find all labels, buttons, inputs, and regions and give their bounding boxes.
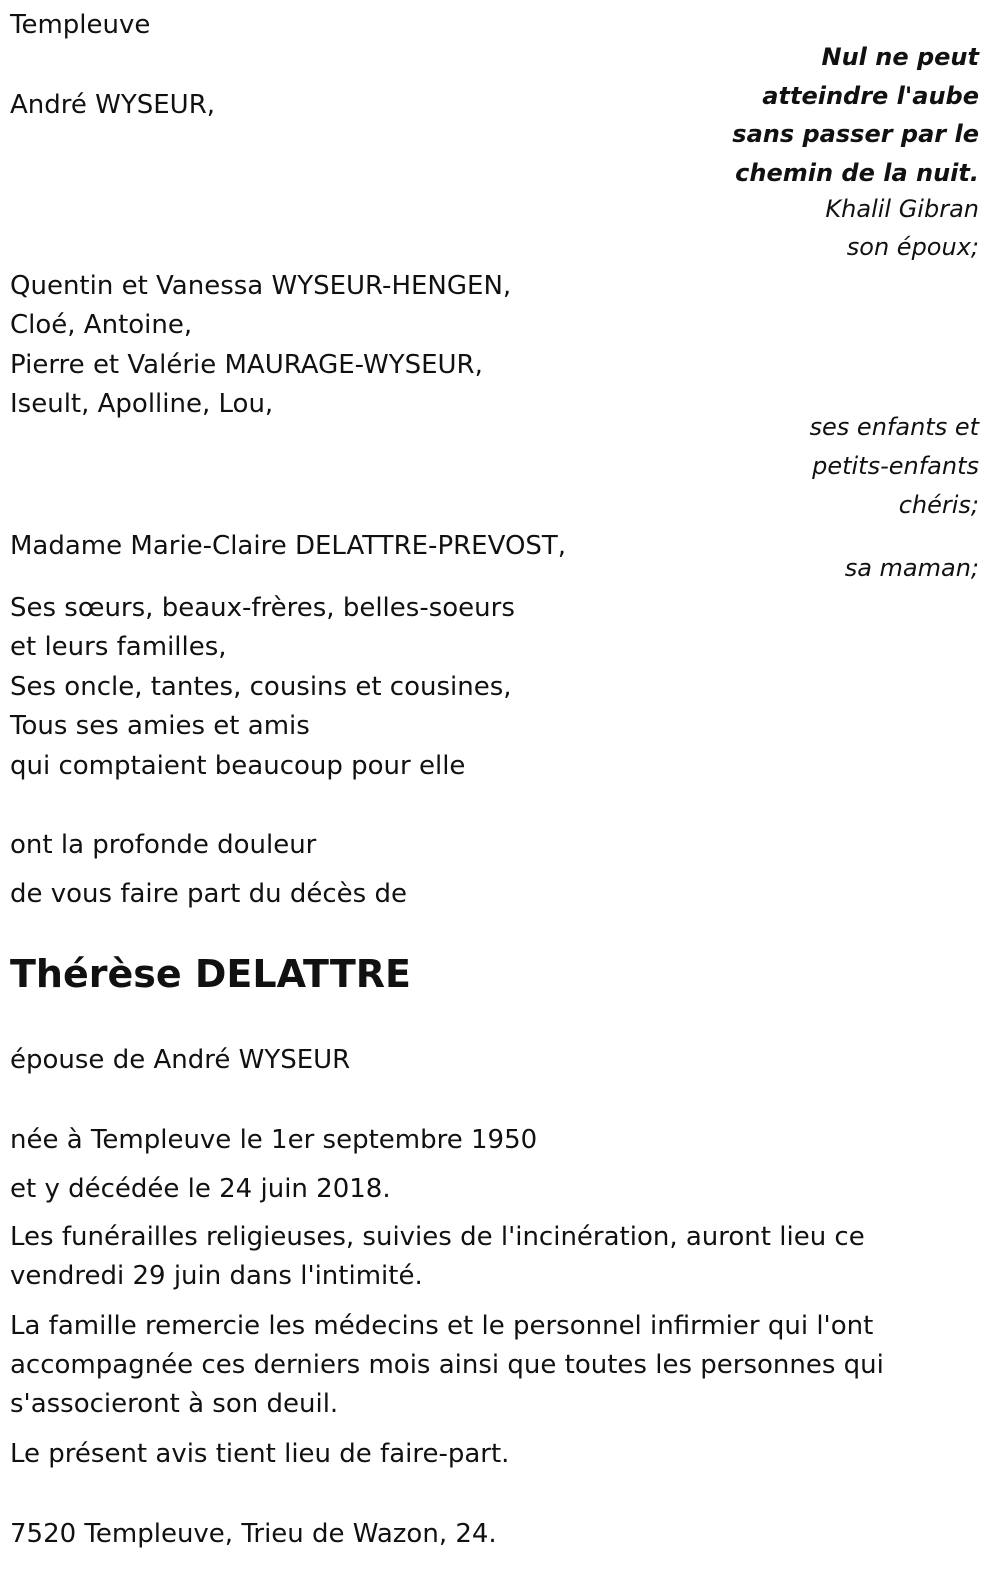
children-line: Cloé, Antoine, xyxy=(10,310,193,340)
death-line: et y décédée le 24 juin 2018. xyxy=(10,1174,391,1204)
relatives-line: Tous ses amies et amis xyxy=(10,711,310,741)
thanks-paragraph: La famille remercie les médecins et le personnel infirmier qui l'ont accompagnée ces derniers mois ainsi que toutes les personnes qui s'associeront à son deuil. xyxy=(10,1311,884,1419)
notice-line: Le présent avis tient lieu de faire-part. xyxy=(10,1439,510,1469)
quote-line: Nul ne peut xyxy=(821,43,979,71)
relation-children: ses enfants et xyxy=(809,413,979,441)
address-line: 7520 Templeuve, Trieu de Wazon, 24. xyxy=(10,1519,497,1549)
town-heading: Templeuve xyxy=(10,10,151,40)
deceased-name: Thérèse DELATTRE xyxy=(10,952,411,996)
quote-line: chemin de la nuit. xyxy=(735,159,979,187)
announcement-line-1: ont la profonde douleur xyxy=(10,830,317,860)
relatives-line: Ses sœurs, beaux-frères, belles-soeurs xyxy=(10,593,515,623)
relatives-line: qui comptaient beaucoup pour elle xyxy=(10,751,466,781)
relatives-line: et leurs familles, xyxy=(10,632,227,662)
spouse-line: épouse de André WYSEUR xyxy=(10,1045,351,1075)
husband-name: André WYSEUR, xyxy=(10,90,216,120)
quote-line: atteindre l'aube xyxy=(762,82,979,110)
relation-mother: sa maman; xyxy=(844,554,979,582)
quote-line: sans passer par le xyxy=(732,120,979,148)
children-line: Pierre et Valérie MAURAGE-WYSEUR, xyxy=(10,350,483,380)
funeral-paragraph: Les funérailles religieuses, suivies de l'incinération, auront lieu ce vendredi 29 juin dans l'intimité. xyxy=(10,1222,865,1291)
birth-line: née à Templeuve le 1er septembre 1950 xyxy=(10,1125,538,1155)
relatives-line: Ses oncle, tantes, cousins et cousines, xyxy=(10,672,512,702)
announcement-line-2: de vous faire part du décès de xyxy=(10,879,407,909)
relation-husband: son époux; xyxy=(846,233,979,261)
relation-children: petits-enfants xyxy=(812,452,979,480)
mother-name: Madame Marie-Claire DELATTRE-PREVOST, xyxy=(10,531,567,561)
children-line: Quentin et Vanessa WYSEUR-HENGEN, xyxy=(10,271,512,301)
quote-author: Khalil Gibran xyxy=(825,195,979,223)
children-line: Iseult, Apolline, Lou, xyxy=(10,389,274,419)
relation-children: chéris; xyxy=(898,491,979,519)
